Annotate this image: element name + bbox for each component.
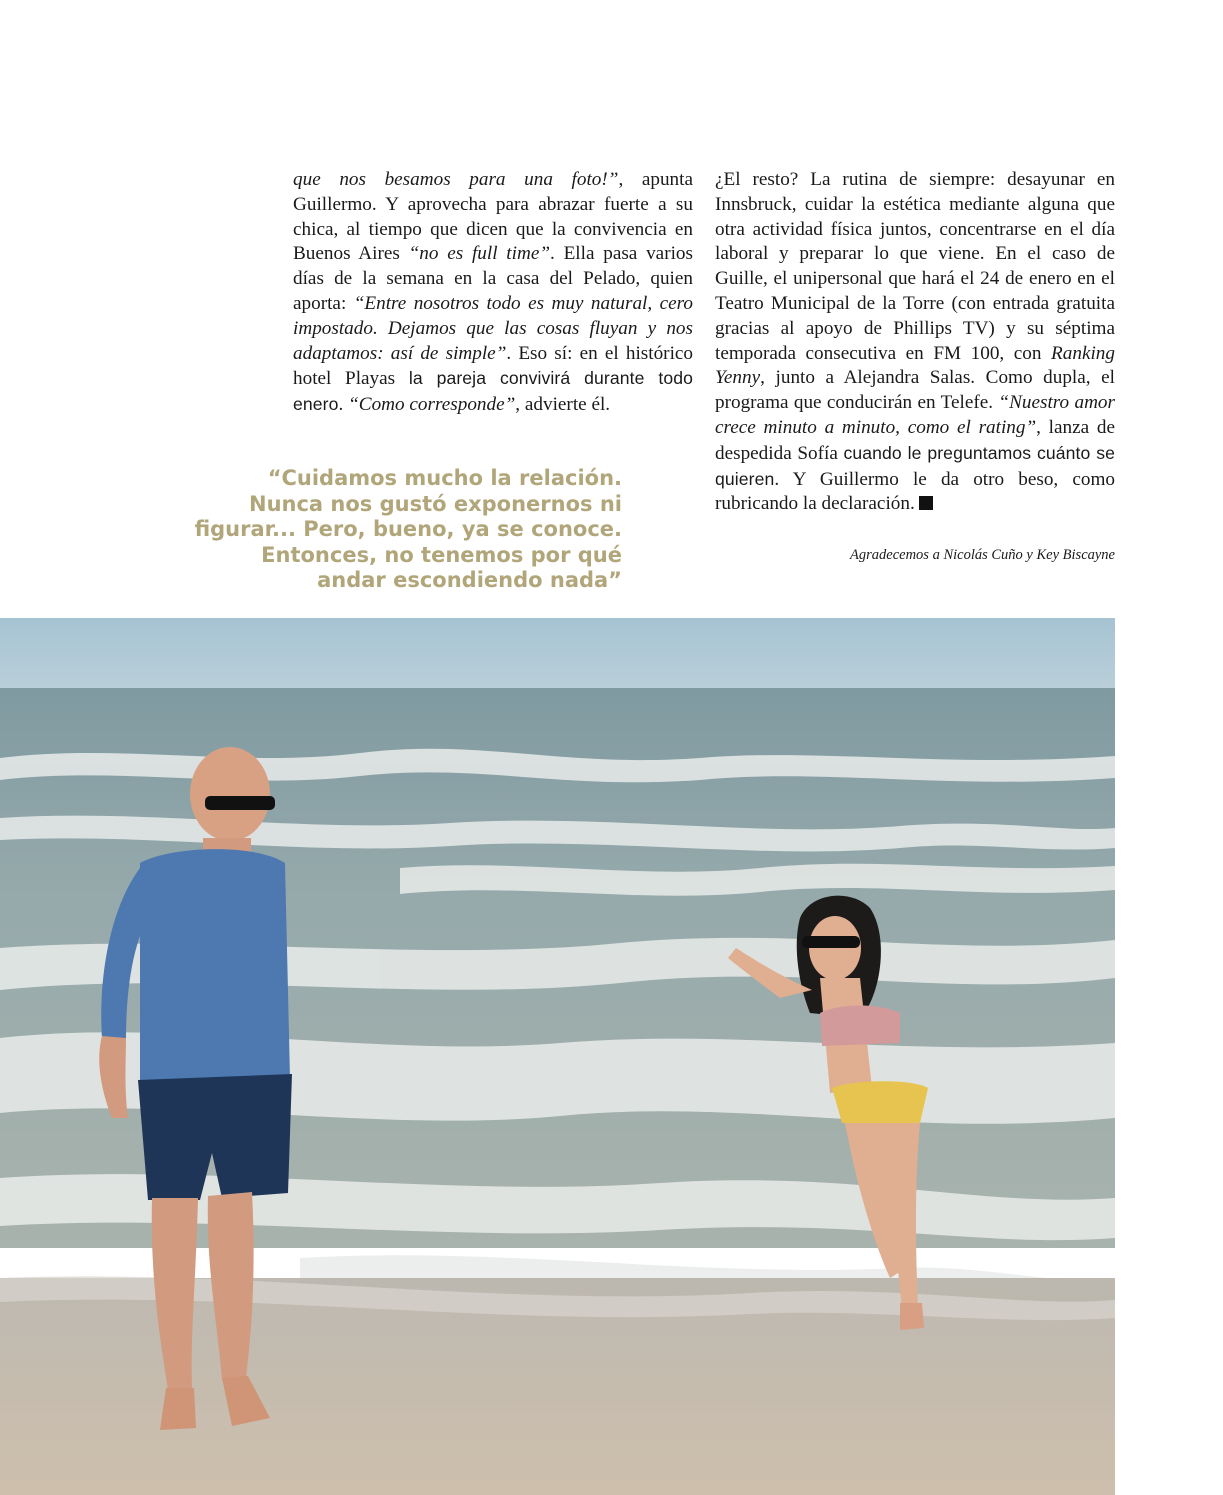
pull-quote-line: Nunca nos gustó exponernos ni [249, 491, 622, 516]
pull-quote-line: Entonces, no tenemos por qué [261, 542, 622, 567]
article-column-right [715, 168, 1115, 517]
article-column-left [293, 168, 693, 418]
quote-text: “Entre nosotros todo es muy natural, cero impostado. Dejamos que las cosas fluyan y nos adaptamos: así de simple” [293, 292, 693, 364]
pull-quote [160, 466, 622, 594]
body-text: , advierte él. [515, 394, 611, 416]
program-title: Ranking Yenny [715, 342, 1115, 389]
paragraph [715, 168, 1115, 517]
body-text: , junto a Alejandra Salas. Como dupla, el programa que conducirán en Telefe. [715, 367, 1115, 414]
quote-text: “Nuestro amor crece minuto a minuto, como el rating” [715, 392, 1115, 438]
end-mark-icon [919, 496, 933, 510]
quote-text: que nos besamos para una foto!” [293, 169, 619, 190]
highlight-text: cuando le preguntamos cuánto se quieren [715, 442, 1115, 489]
beach-photo [0, 618, 1115, 1495]
body-text: , apunta Guillermo. Y aprovecha para abrazar fuerte a su chica, al tiempo que dicen que la convivencia en Buenos Aires [293, 169, 693, 265]
pull-quote-line: “Cuidamos mucho la relación. [267, 466, 622, 490]
pull-quote-line: figurar... Pero, bueno, ya se conoce. [194, 517, 622, 541]
body-text: , lanza de despedida Sofía [715, 416, 1115, 464]
pull-quote-line: andar escondiendo nada” [317, 568, 622, 592]
sky [0, 618, 1115, 688]
quote-text: “no es full time” [408, 243, 551, 265]
photo-credit: Agradecemos a Nicolás Cuño y Key Biscayne [850, 547, 1115, 563]
body-text: . Ella pasa varios días de la semana en la casa del Pelado, quien aporta: [293, 243, 693, 314]
body-text: . [338, 394, 349, 416]
body-text: ¿El resto? La rutina de siempre: desayunar en Innsbruck, cuidar la estética mediante alguna que otra actividad física juntos, concentrarse en el día laboral y preparar lo que viene. En el caso de Guille, el unipersonal que hará el 24 de enero en el Teatro Municipal de la Torre (con entrada gratuita gracias al apoyo de Phillips TV) y su séptima temporada consecutiva en FM 100, con [715, 169, 1115, 364]
beach-photo-illustration [0, 618, 1115, 1495]
quote-text: “Como corresponde” [348, 394, 516, 416]
body-text: . Eso sí: en el histórico hotel Playas [293, 342, 694, 390]
body-text: . Y Guillermo le da otro beso, como rubricando la declaración. [715, 468, 1115, 515]
paragraph [293, 168, 693, 418]
highlight-text: la pareja convivirá durante todo enero [293, 368, 693, 415]
